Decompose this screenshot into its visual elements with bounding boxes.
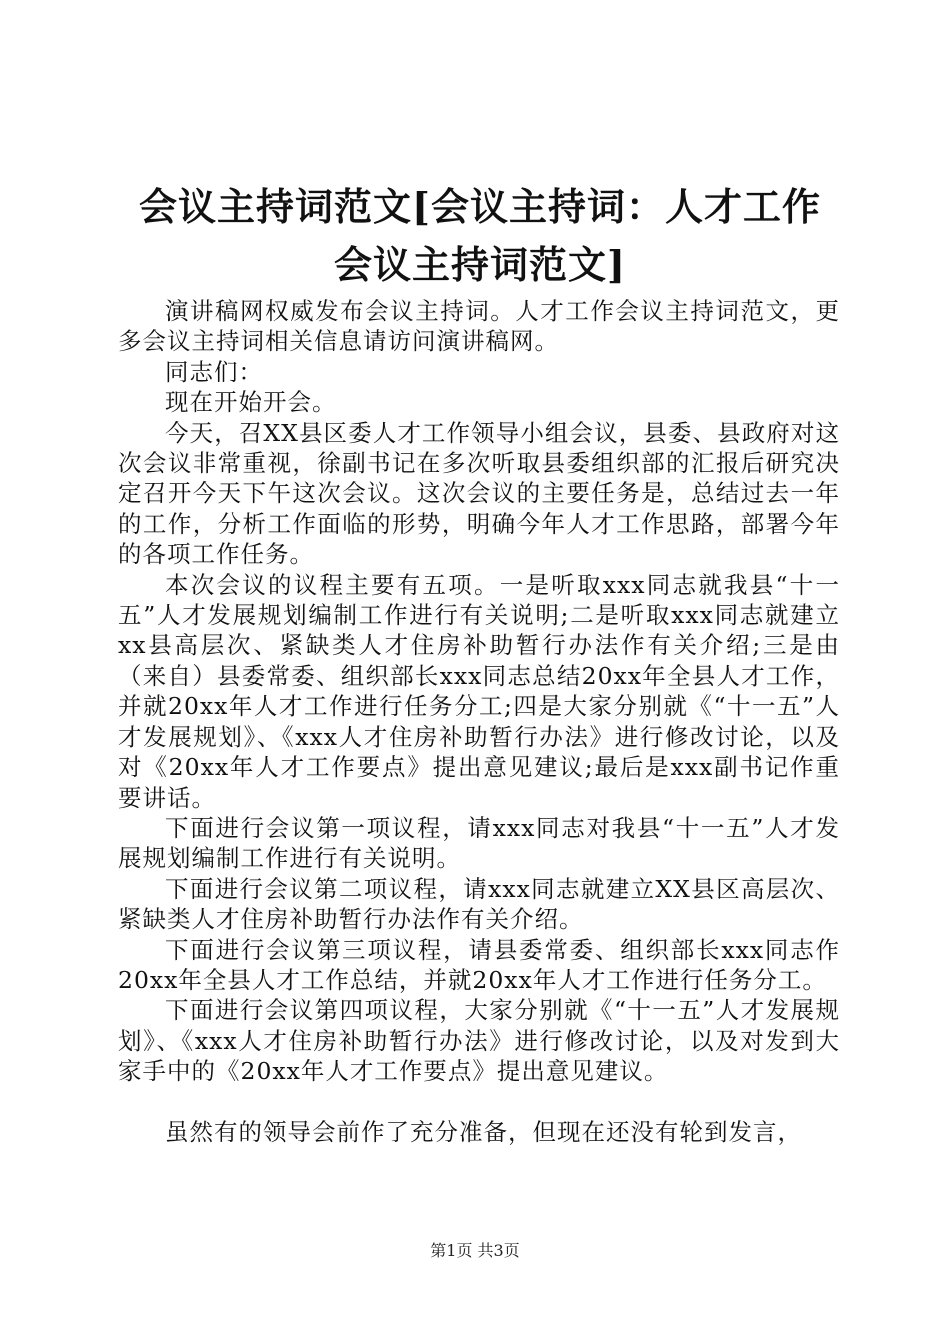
paragraph-greeting: 同志们： <box>165 357 263 386</box>
paragraph-item-one: 下面进行会议第一项议程，请xxx同志对我县“十一五”人才发展规划编制工作进行有关说明。 <box>118 813 840 873</box>
paragraph-agenda: 本次会议的议程主要有五项。一是听取xxx同志就我县“十一五”人才发展规划编制工作进行有关说明;二是听取xxx同志就建立xx县高层次、紧缺类人才住房补助暂行办法作有关介绍;三是由（来自）县委常委、组织部长xxx同志总结20xx年全县人才工作，并就20xx年人才工作进行任务分工;四是大家分别就《“十一五”人才发展规划》、《xxx人才住房补助暂行办法》进行修改讨论，以及对《20xx年人才工作要点》提出意见建议;最后是xxx副书记作重要讲话。 <box>118 570 840 812</box>
document-title: 会议主持词范文[会议主持词：人才工作会议主持词范文] <box>139 184 821 287</box>
paragraph-item-three: 下面进行会议第三项议程，请县委常委、组织部长xxx同志作20xx年全县人才工作总结，并就20xx年人才工作进行任务分工。 <box>118 935 840 994</box>
paragraph-intro: 演讲稿网权威发布会议主持词。人才工作会议主持词范文，更多会议主持词相关信息请访问演讲稿网。 <box>118 297 840 356</box>
document-body <box>118 296 840 1147</box>
paragraph-item-two: 下面进行会议第二项议程，请xxx同志就建立XX县区高层次、紧缺类人才住房补助暂行办法作有关介绍。 <box>118 874 840 934</box>
paragraph-purpose: 今天，召XX县区委人才工作领导小组会议，县委、县政府对这次会议非常重视，徐副书记在多次听取县委组织部的汇报后研究决定召开今天下午这次会议。这次会议的主要任务是，总结过去一年的工作，分析工作面临的形势，明确今年人才工作思路，部署今年的各项工作任务。 <box>118 418 840 569</box>
paragraph-continued: 虽然有的领导会前作了充分准备，但现在还没有轮到发言， <box>165 1117 802 1146</box>
paragraph-item-four: 下面进行会议第四项议程，大家分别就《“十一五”人才发展规划》、《xxx人才住房补助暂行办法》进行修改讨论，以及对发到大家手中的《20xx年人才工作要点》提出意见建议。 <box>118 996 840 1086</box>
page-number-footer: 第1页 共3页 <box>430 1241 520 1260</box>
paragraph-opening: 现在开始开会。 <box>165 388 337 417</box>
